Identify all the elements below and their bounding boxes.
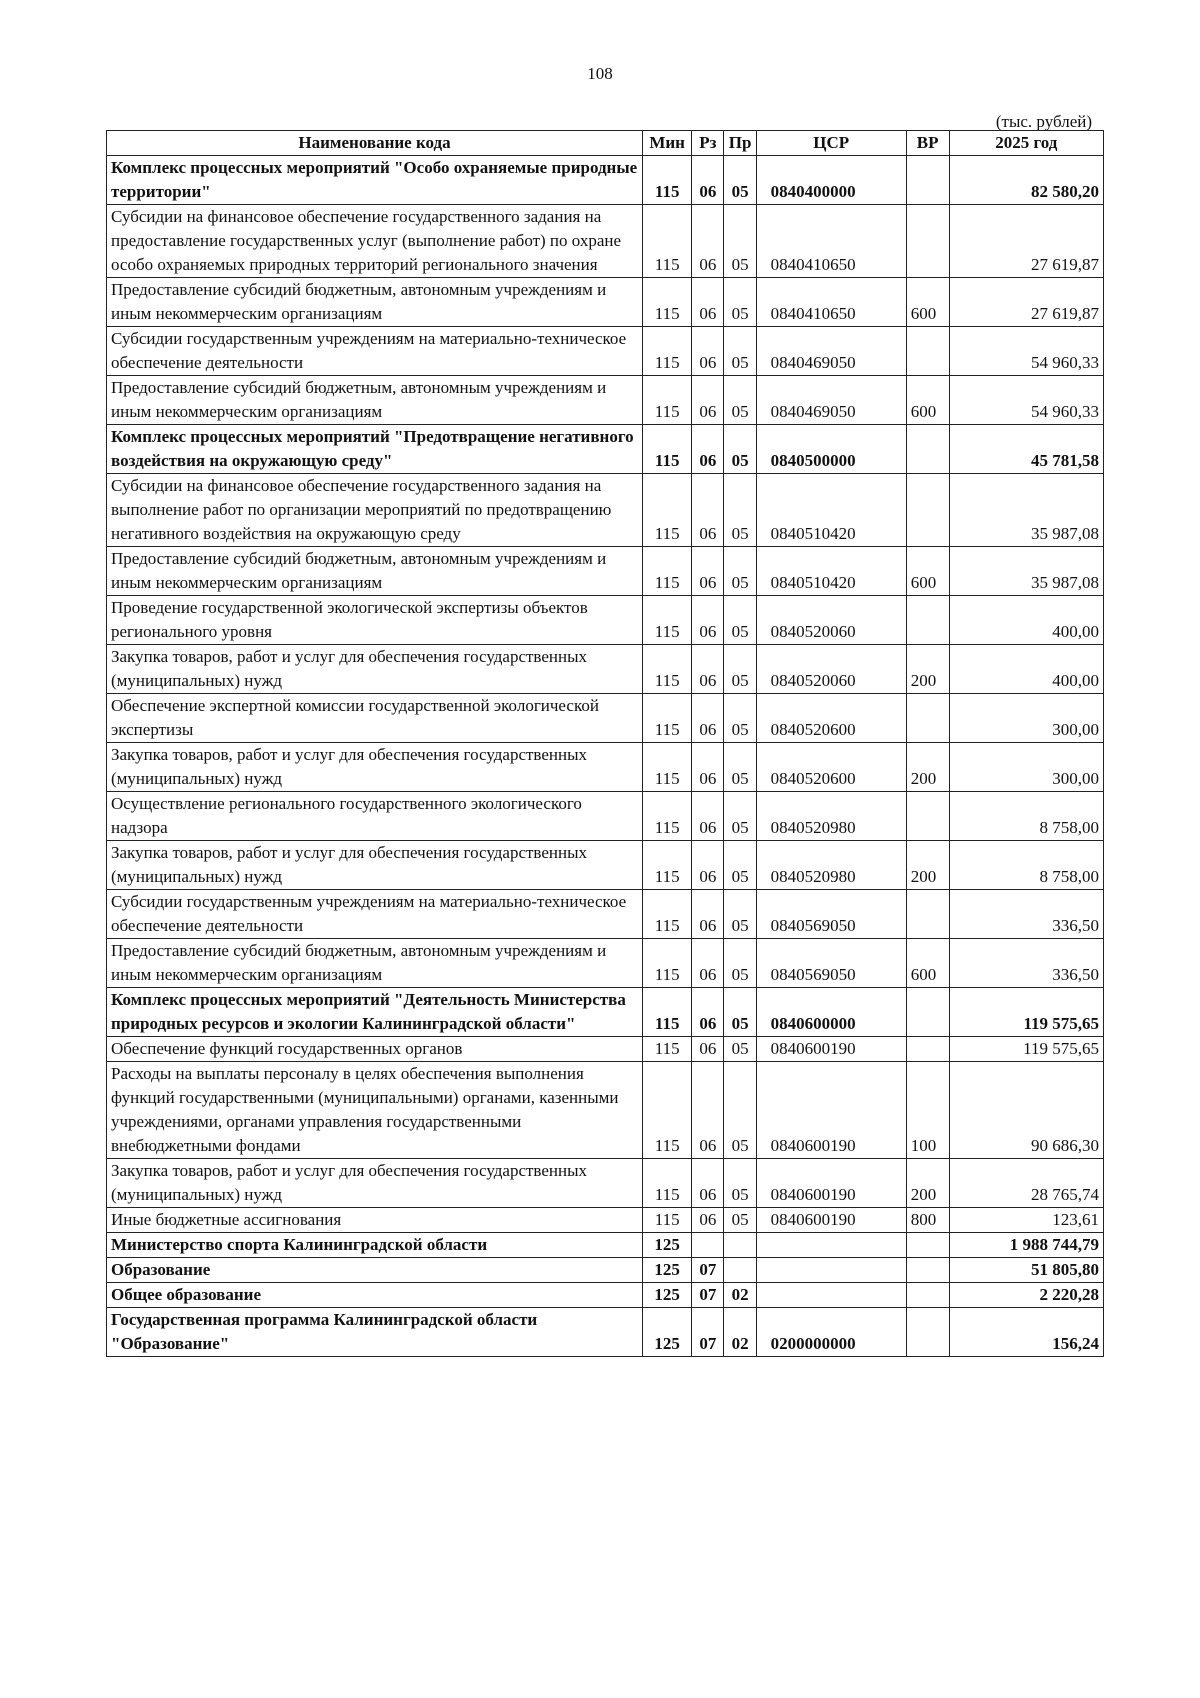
cell-amount: 90 686,30 — [949, 1062, 1103, 1159]
cell-amount: 123,61 — [949, 1208, 1103, 1233]
header-rz: Рз — [692, 131, 724, 156]
cell-csr: 0840410650 — [756, 205, 906, 278]
cell-pr: 05 — [724, 841, 756, 890]
cell-rz: 06 — [692, 1208, 724, 1233]
cell-csr: 0840600190 — [756, 1159, 906, 1208]
table-row — [107, 1208, 1104, 1233]
cell-name: Обеспечение функций государственных органов — [107, 1037, 643, 1062]
cell-rz: 06 — [692, 743, 724, 792]
table-row — [107, 645, 1104, 694]
cell-csr: 0200000000 — [756, 1308, 906, 1357]
cell-name: Закупка товаров, работ и услуг для обеспечения государственных (муниципальных) нужд — [107, 645, 643, 694]
header-vr: ВР — [906, 131, 949, 156]
cell-csr: 0840520060 — [756, 596, 906, 645]
table-row — [107, 743, 1104, 792]
cell-vr: 600 — [906, 547, 949, 596]
cell-name: Комплекс процессных мероприятий "Особо охраняемые природные территории" — [107, 156, 643, 205]
cell-amount: 35 987,08 — [949, 547, 1103, 596]
cell-pr: 05 — [724, 547, 756, 596]
cell-amount: 51 805,80 — [949, 1258, 1103, 1283]
cell-vr — [906, 596, 949, 645]
cell-csr — [756, 1283, 906, 1308]
table-body — [107, 156, 1104, 1357]
cell-name: Предоставление субсидий бюджетным, автономным учреждениям и иным некоммерческим организациям — [107, 547, 643, 596]
cell-min: 115 — [643, 694, 692, 743]
cell-rz: 06 — [692, 547, 724, 596]
cell-csr: 0840569050 — [756, 939, 906, 988]
cell-rz: 06 — [692, 474, 724, 547]
cell-amount: 54 960,33 — [949, 376, 1103, 425]
cell-min: 115 — [643, 841, 692, 890]
cell-csr: 0840500000 — [756, 425, 906, 474]
cell-rz: 06 — [692, 376, 724, 425]
header-min: Мин — [643, 131, 692, 156]
cell-pr: 05 — [724, 694, 756, 743]
cell-vr — [906, 1233, 949, 1258]
cell-rz: 06 — [692, 890, 724, 939]
cell-rz: 06 — [692, 645, 724, 694]
cell-vr — [906, 1037, 949, 1062]
cell-min: 115 — [643, 890, 692, 939]
cell-min: 115 — [643, 205, 692, 278]
cell-vr — [906, 694, 949, 743]
cell-name: Проведение государственной экологической экспертизы объектов регионального уровня — [107, 596, 643, 645]
cell-csr: 0840520060 — [756, 645, 906, 694]
table-row — [107, 1233, 1104, 1258]
table-row — [107, 376, 1104, 425]
cell-name: Предоставление субсидий бюджетным, автономным учреждениям и иным некоммерческим организациям — [107, 376, 643, 425]
cell-pr: 05 — [724, 890, 756, 939]
header-pr: Пр — [724, 131, 756, 156]
cell-rz: 06 — [692, 278, 724, 327]
cell-amount: 400,00 — [949, 596, 1103, 645]
cell-min: 125 — [643, 1308, 692, 1357]
cell-rz: 06 — [692, 1159, 724, 1208]
cell-rz: 06 — [692, 841, 724, 890]
cell-min: 125 — [643, 1233, 692, 1258]
cell-min: 115 — [643, 376, 692, 425]
table-row — [107, 1258, 1104, 1283]
cell-min: 115 — [643, 156, 692, 205]
table-row — [107, 694, 1104, 743]
cell-amount: 119 575,65 — [949, 1037, 1103, 1062]
cell-vr — [906, 1283, 949, 1308]
cell-rz: 06 — [692, 792, 724, 841]
cell-name: Предоставление субсидий бюджетным, автономным учреждениям и иным некоммерческим организациям — [107, 278, 643, 327]
cell-amount: 27 619,87 — [949, 278, 1103, 327]
cell-vr — [906, 890, 949, 939]
cell-csr: 0840469050 — [756, 376, 906, 425]
cell-pr: 05 — [724, 596, 756, 645]
cell-rz: 07 — [692, 1258, 724, 1283]
header-name: Наименование кода — [107, 131, 643, 156]
cell-amount: 82 580,20 — [949, 156, 1103, 205]
cell-amount: 119 575,65 — [949, 988, 1103, 1037]
cell-min: 115 — [643, 547, 692, 596]
cell-name: Предоставление субсидий бюджетным, автономным учреждениям и иным некоммерческим организациям — [107, 939, 643, 988]
cell-vr: 200 — [906, 743, 949, 792]
cell-pr: 05 — [724, 474, 756, 547]
cell-name: Закупка товаров, работ и услуг для обеспечения государственных (муниципальных) нужд — [107, 743, 643, 792]
cell-vr: 200 — [906, 645, 949, 694]
cell-pr: 05 — [724, 278, 756, 327]
table-row — [107, 1159, 1104, 1208]
cell-pr: 05 — [724, 988, 756, 1037]
cell-amount: 336,50 — [949, 890, 1103, 939]
cell-vr — [906, 988, 949, 1037]
cell-min: 115 — [643, 1037, 692, 1062]
cell-vr — [906, 205, 949, 278]
cell-vr — [906, 327, 949, 376]
table-row — [107, 792, 1104, 841]
cell-csr: 0840400000 — [756, 156, 906, 205]
cell-vr: 600 — [906, 939, 949, 988]
cell-pr: 05 — [724, 327, 756, 376]
cell-rz: 06 — [692, 425, 724, 474]
cell-amount: 8 758,00 — [949, 841, 1103, 890]
cell-pr: 05 — [724, 792, 756, 841]
cell-name: Государственная программа Калининградской области "Образование" — [107, 1308, 643, 1357]
cell-csr: 0840600190 — [756, 1062, 906, 1159]
cell-amount: 300,00 — [949, 743, 1103, 792]
cell-vr: 200 — [906, 1159, 949, 1208]
cell-name: Субсидии на финансовое обеспечение государственного задания на предоставление государственных услуг (выполнение работ) по охране особо охраняемых природных территорий регионального значения — [107, 205, 643, 278]
cell-rz — [692, 1233, 724, 1258]
cell-pr: 05 — [724, 156, 756, 205]
table-row — [107, 988, 1104, 1037]
cell-rz: 06 — [692, 694, 724, 743]
cell-name: Осуществление регионального государственного экологического надзора — [107, 792, 643, 841]
cell-amount: 400,00 — [949, 645, 1103, 694]
cell-rz: 06 — [692, 156, 724, 205]
cell-amount: 28 765,74 — [949, 1159, 1103, 1208]
cell-min: 125 — [643, 1258, 692, 1283]
cell-pr: 05 — [724, 1208, 756, 1233]
cell-pr: 05 — [724, 205, 756, 278]
cell-rz: 06 — [692, 205, 724, 278]
cell-rz: 06 — [692, 1037, 724, 1062]
units-label: (тыс. рублей) — [995, 112, 1092, 131]
cell-rz: 06 — [692, 988, 724, 1037]
table-row — [107, 425, 1104, 474]
header-amount: 2025 год — [949, 131, 1103, 156]
table-row — [107, 890, 1104, 939]
cell-pr: 05 — [724, 1037, 756, 1062]
cell-pr: 05 — [724, 939, 756, 988]
cell-vr — [906, 792, 949, 841]
cell-min: 115 — [643, 1208, 692, 1233]
cell-amount: 336,50 — [949, 939, 1103, 988]
cell-csr: 0840510420 — [756, 474, 906, 547]
cell-pr — [724, 1233, 756, 1258]
cell-min: 115 — [643, 645, 692, 694]
cell-csr: 0840410650 — [756, 278, 906, 327]
cell-min: 115 — [643, 278, 692, 327]
cell-name: Иные бюджетные ассигнования — [107, 1208, 643, 1233]
cell-min: 115 — [643, 1159, 692, 1208]
cell-pr: 05 — [724, 1062, 756, 1159]
cell-min: 115 — [643, 327, 692, 376]
cell-amount: 156,24 — [949, 1308, 1103, 1357]
table-row — [107, 474, 1104, 547]
cell-vr: 600 — [906, 376, 949, 425]
cell-min: 115 — [643, 792, 692, 841]
cell-vr: 800 — [906, 1208, 949, 1233]
cell-csr — [756, 1233, 906, 1258]
cell-name: Комплекс процессных мероприятий "Предотвращение негативного воздействия на окружающую среду" — [107, 425, 643, 474]
page-number: 108 — [587, 64, 613, 83]
table-row — [107, 327, 1104, 376]
table-row — [107, 1062, 1104, 1159]
cell-csr: 0840600190 — [756, 1037, 906, 1062]
cell-min: 115 — [643, 1062, 692, 1159]
cell-amount: 45 781,58 — [949, 425, 1103, 474]
cell-csr: 0840520600 — [756, 743, 906, 792]
cell-csr: 0840600000 — [756, 988, 906, 1037]
cell-vr — [906, 156, 949, 205]
cell-amount: 300,00 — [949, 694, 1103, 743]
cell-amount: 27 619,87 — [949, 205, 1103, 278]
cell-csr: 0840600190 — [756, 1208, 906, 1233]
cell-pr: 02 — [724, 1283, 756, 1308]
cell-min: 115 — [643, 939, 692, 988]
cell-name: Расходы на выплаты персоналу в целях обеспечения выполнения функций государственными (муниципальными) органами, казенными учреждениями, органами управления государственными внебюджетными фондами — [107, 1062, 643, 1159]
cell-amount: 35 987,08 — [949, 474, 1103, 547]
cell-rz: 06 — [692, 327, 724, 376]
cell-vr: 200 — [906, 841, 949, 890]
cell-csr: 0840520600 — [756, 694, 906, 743]
table-row — [107, 205, 1104, 278]
cell-pr: 05 — [724, 376, 756, 425]
cell-min: 115 — [643, 596, 692, 645]
table-row — [107, 156, 1104, 205]
cell-amount: 54 960,33 — [949, 327, 1103, 376]
cell-vr — [906, 1308, 949, 1357]
cell-rz: 07 — [692, 1283, 724, 1308]
cell-rz: 06 — [692, 939, 724, 988]
cell-name: Закупка товаров, работ и услуг для обеспечения государственных (муниципальных) нужд — [107, 841, 643, 890]
cell-amount: 1 988 744,79 — [949, 1233, 1103, 1258]
cell-name: Субсидии государственным учреждениям на материально-техническое обеспечение деятельности — [107, 327, 643, 376]
cell-rz: 06 — [692, 1062, 724, 1159]
cell-csr: 0840469050 — [756, 327, 906, 376]
cell-name: Образование — [107, 1258, 643, 1283]
table-row — [107, 596, 1104, 645]
table-row — [107, 278, 1104, 327]
cell-min: 115 — [643, 474, 692, 547]
cell-pr — [724, 1258, 756, 1283]
table-row — [107, 841, 1104, 890]
cell-amount: 8 758,00 — [949, 792, 1103, 841]
cell-pr: 05 — [724, 425, 756, 474]
cell-name: Министерство спорта Калининградской области — [107, 1233, 643, 1258]
table-row — [107, 1037, 1104, 1062]
table-header-row — [107, 131, 1104, 156]
cell-name: Субсидии государственным учреждениям на материально-техническое обеспечение деятельности — [107, 890, 643, 939]
cell-csr: 0840569050 — [756, 890, 906, 939]
cell-vr — [906, 474, 949, 547]
table-row — [107, 939, 1104, 988]
cell-vr: 100 — [906, 1062, 949, 1159]
header-csr: ЦСР — [756, 131, 906, 156]
cell-csr: 0840520980 — [756, 792, 906, 841]
cell-pr: 05 — [724, 1159, 756, 1208]
cell-min: 115 — [643, 743, 692, 792]
cell-csr — [756, 1258, 906, 1283]
budget-table — [106, 130, 1104, 1357]
table-row — [107, 1283, 1104, 1308]
cell-min: 115 — [643, 988, 692, 1037]
cell-pr: 05 — [724, 645, 756, 694]
cell-vr — [906, 425, 949, 474]
table-row — [107, 1308, 1104, 1357]
cell-csr: 0840520980 — [756, 841, 906, 890]
cell-min: 125 — [643, 1283, 692, 1308]
cell-pr: 05 — [724, 743, 756, 792]
cell-rz: 07 — [692, 1308, 724, 1357]
cell-csr: 0840510420 — [756, 547, 906, 596]
cell-rz: 06 — [692, 596, 724, 645]
cell-name: Закупка товаров, работ и услуг для обеспечения государственных (муниципальных) нужд — [107, 1159, 643, 1208]
cell-name: Общее образование — [107, 1283, 643, 1308]
cell-name: Обеспечение экспертной комиссии государственной экологической экспертизы — [107, 694, 643, 743]
cell-vr: 600 — [906, 278, 949, 327]
cell-name: Субсидии на финансовое обеспечение государственного задания на выполнение работ по организации мероприятий по предотвращению негативного воздействия на окружающую среду — [107, 474, 643, 547]
table-row — [107, 547, 1104, 596]
cell-pr: 02 — [724, 1308, 756, 1357]
cell-vr — [906, 1258, 949, 1283]
cell-name: Комплекс процессных мероприятий "Деятельность Министерства природных ресурсов и экологии Калининградской области" — [107, 988, 643, 1037]
cell-min: 115 — [643, 425, 692, 474]
cell-amount: 2 220,28 — [949, 1283, 1103, 1308]
